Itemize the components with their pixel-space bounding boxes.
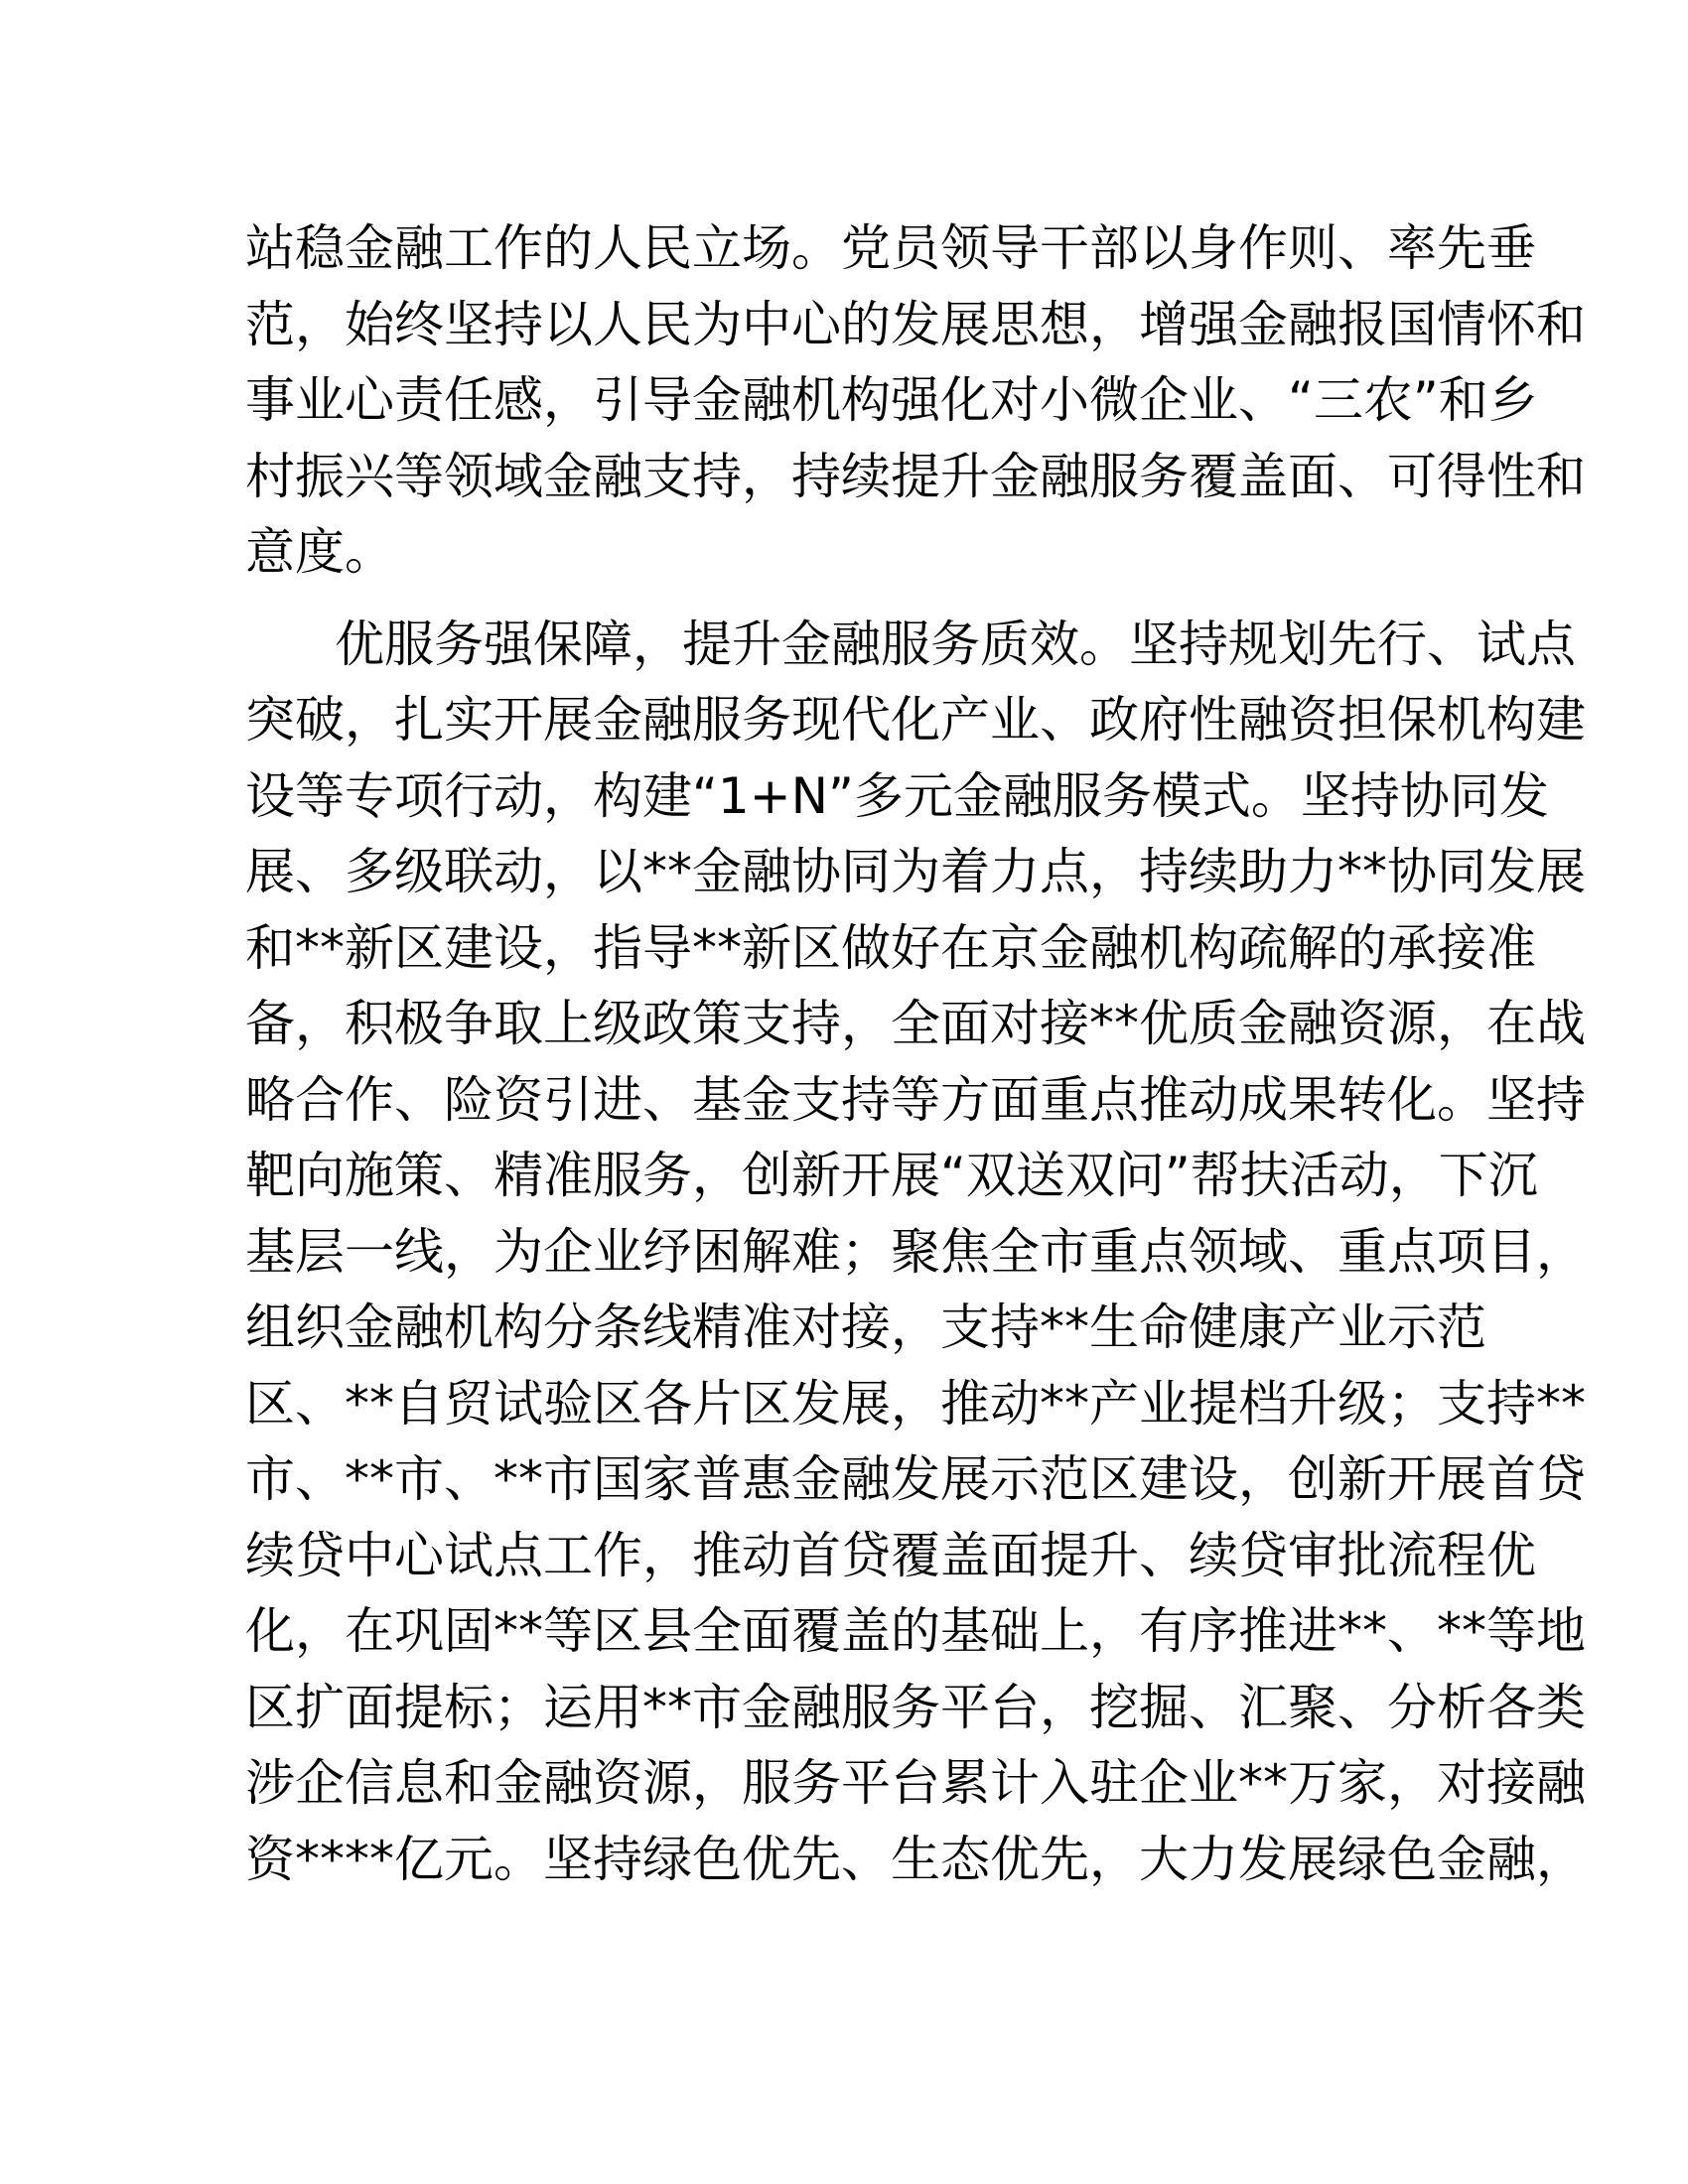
text-line: 资****亿元。坚持绿色优先、生态优先，大力发展绿色金融， [245,1830,1586,1888]
paragraph-2 [245,607,1586,1898]
text-line: 区扩面提标；运用**市金融服务平台，挖掘、汇聚、分析各类 [245,1678,1586,1736]
text-line: 化，在巩固**等区县全面覆盖的基础上，有序推进**、**等地 [245,1602,1586,1660]
text-line: 展、多级联动，以**金融协同为着力点，持续助力**协同发展 [245,843,1586,900]
text-line: 续贷中心试点工作，推动首贷覆盖面提升、续贷审批流程优 [245,1526,1536,1584]
text-line: 意度。 [245,523,394,581]
paragraph-1 [245,210,1586,591]
text-line: 突破，扎实开展金融服务现代化产业、政府性融资担保机构建 [245,691,1586,749]
text-line: 事业心责任感，引导金融机构强化对小微企业、“三农”和乡 [245,371,1538,429]
text-line: 和**新区建设，指导**新区做好在京金融机构疏解的承接准 [245,918,1536,977]
text-line: 范，始终坚持以人民为中心的发展思想，增强金融报国情怀和 [245,295,1586,353]
text-line: 组织金融机构分条线精准对接，支持**生命健康产业示范 [245,1298,1486,1356]
text-line: 区、**自贸试验区各片区发展，推动**产业提档升级；支持** [245,1374,1586,1433]
text-line: 靶向施策、精准服务，创新开展“双送双问”帮扶活动，下沉 [245,1147,1538,1204]
text-line: 优服务强保障，提升金融服务质效。坚持规划先行、试点 [335,614,1576,673]
text-line: 涉企信息和金融资源，服务平台累计入驻企业**万家，对接融 [245,1754,1586,1812]
text-line: 备，积极争取上级政策支持，全面对接**优质金融资源，在战 [245,995,1586,1052]
document-page [245,210,1586,1897]
text-line: 略合作、险资引进、基金支持等方面重点推动成果转化。坚持 [245,1070,1586,1129]
text-line: 站稳金融工作的人民立场。党员领导干部以身作则、率先垂 [245,219,1536,277]
text-line: 市、**市、**市国家普惠金融发展示范区建设，创新开展首贷 [245,1450,1586,1508]
text-line: 村振兴等领域金融支持，持续提升金融服务覆盖面、可得性和 [245,447,1586,505]
text-line: 基层一线，为企业纾困解难；聚焦全市重点领域、重点项目， [245,1222,1586,1281]
text-line: 设等专项行动，构建“1+N”多元金融服务模式。坚持协同发 [245,766,1549,825]
